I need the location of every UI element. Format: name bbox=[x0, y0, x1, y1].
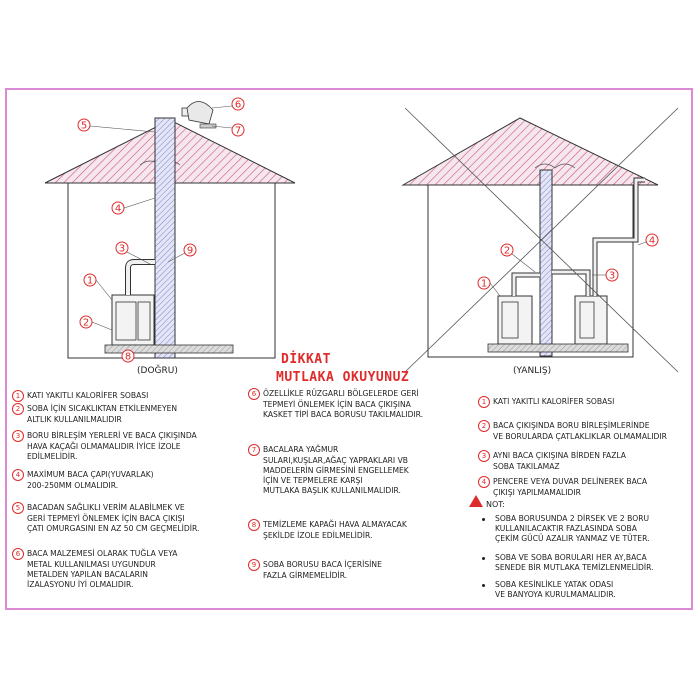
svg-text:2: 2 bbox=[82, 317, 90, 329]
item-text: İZALASYONU İYİ OLMALIDIR. bbox=[27, 580, 134, 589]
note-bullet bbox=[482, 580, 694, 600]
title-line1: DİKKAT bbox=[281, 352, 331, 367]
item-text: BACADAN SAĞLIKLI VERİM ALABİLMEK VE bbox=[27, 503, 185, 512]
right-stove-1 bbox=[498, 296, 532, 344]
item-text: EDİLMELİDİR. bbox=[27, 452, 78, 461]
item-text: VE BORULARDA ÇATLAKLIKLAR OLMAMALIDIR bbox=[493, 432, 667, 441]
note-label: NOT: bbox=[486, 500, 505, 509]
right-roof bbox=[403, 118, 658, 185]
item-number: 2 bbox=[478, 420, 490, 432]
chimney-cap bbox=[182, 101, 216, 128]
note-text: KULLANILACAKTIR FAZLASINDA SOBA bbox=[495, 524, 637, 533]
note-text: SOBA KESİNLİKLE YATAK ODASI bbox=[495, 580, 614, 589]
caption-wrong: (YANLIŞ) bbox=[513, 366, 552, 376]
instruction-item bbox=[12, 469, 252, 491]
svg-text:4: 4 bbox=[648, 235, 656, 247]
instruction-item bbox=[248, 444, 468, 496]
svg-text:1: 1 bbox=[480, 278, 488, 290]
svg-text:8: 8 bbox=[124, 351, 132, 363]
left-stove bbox=[112, 295, 154, 345]
instruction-item bbox=[248, 519, 468, 541]
item-text: METAL KULLANILMASI UYGUNDUR bbox=[27, 560, 156, 569]
item-number: 2 bbox=[12, 403, 24, 415]
instruction-item bbox=[248, 388, 468, 420]
item-text: 200-250MM OLMALIDIR. bbox=[27, 481, 119, 490]
item-text: SOBA İÇİN SICAKLIKTAN ETKİLENMEYEN bbox=[27, 404, 178, 413]
svg-text:7: 7 bbox=[234, 125, 242, 137]
item-number: 5 bbox=[12, 502, 24, 514]
svg-text:4: 4 bbox=[114, 203, 122, 215]
item-text: SOBA TAKILAMAZ bbox=[493, 462, 560, 471]
item-text: BORU BİRLEŞİM YERLERİ VE BACA ÇIKIŞINDA bbox=[27, 431, 197, 440]
note-bullet bbox=[482, 553, 694, 573]
item-text: ÇIKIŞI YAPILMAMALIDIR bbox=[493, 488, 581, 497]
svg-text:9: 9 bbox=[186, 245, 194, 257]
right-chimney bbox=[540, 170, 552, 356]
item-text: ÇATI OMURGASINI EN AZ 50 CM GEÇMELİDİR. bbox=[27, 524, 200, 533]
item-text: METALDEN YAPILAN BACALARIN bbox=[27, 570, 148, 579]
item-text: İÇİN VE TEPMELERE KARŞI bbox=[263, 476, 363, 485]
title-line2: MUTLAKA OKUYUNUZ bbox=[276, 370, 410, 385]
item-number: 6 bbox=[248, 388, 260, 400]
instruction-item bbox=[478, 476, 694, 498]
item-text: SULARI,KUŞLAR,AĞAÇ YAPRAKLARI VB bbox=[263, 456, 408, 465]
item-text: PENCERE VEYA DUVAR DELİNEREK BACA bbox=[493, 477, 648, 486]
item-text: SOBA BORUSU BACA İÇERİSİNE bbox=[263, 560, 382, 569]
left-chimney bbox=[155, 118, 175, 358]
item-number: 8 bbox=[248, 519, 260, 531]
item-text: AYNI BACA ÇIKIŞINA BİRDEN FAZLA bbox=[493, 451, 627, 460]
item-text: KASKET TİPİ BACA BORUSU TAKILMALIDIR. bbox=[263, 410, 424, 419]
item-number: 6 bbox=[12, 548, 24, 560]
item-number: 9 bbox=[248, 559, 260, 571]
svg-text:6: 6 bbox=[234, 99, 242, 111]
instruction-item bbox=[12, 548, 252, 590]
item-text: KATI YAKITLI KALORİFER SOBASI bbox=[27, 391, 149, 400]
item-text: GERİ TEPMEYİ ÖNLEMEK İÇİN BACA ÇIKIŞI bbox=[27, 514, 185, 523]
svg-text:1: 1 bbox=[86, 275, 94, 287]
bullet-icon bbox=[482, 584, 485, 587]
right-floor-base bbox=[488, 344, 628, 352]
instruction-item bbox=[478, 396, 694, 408]
item-number: 4 bbox=[478, 476, 490, 488]
item-text: KATI YAKITLI KALORİFER SOBASI bbox=[493, 397, 615, 406]
svg-text:3: 3 bbox=[118, 243, 126, 255]
instruction-item bbox=[248, 559, 468, 581]
item-text: MADDELERİN GİRMESİNİ ENGELLEMEK bbox=[263, 466, 409, 475]
item-text: ŞEKİLDE İZOLE EDİLMELİDİR. bbox=[263, 531, 373, 540]
note-text: SOBA BORUSUNDA 2 DİRSEK VE 2 BORU bbox=[495, 514, 650, 523]
item-number: 1 bbox=[12, 390, 24, 402]
note-text: ÇEKİM GÜCÜ AZALIR YANMAZ VE TÜTER. bbox=[495, 534, 650, 543]
svg-text:3: 3 bbox=[608, 270, 616, 282]
bullet-icon bbox=[482, 518, 485, 521]
svg-text:5: 5 bbox=[80, 120, 88, 132]
item-text: MUTLAKA BAŞLIK KULLANILMALIDIR. bbox=[263, 486, 401, 495]
instruction-item bbox=[12, 390, 252, 402]
caption-correct: (DOĞRU) bbox=[137, 366, 178, 376]
item-text: BACA MALZEMESİ OLARAK TUĞLA VEYA bbox=[27, 549, 178, 558]
item-number: 4 bbox=[12, 469, 24, 481]
item-text: TEPMEYİ ÖNLEMEK İÇİN BACA ÇIKIŞINA bbox=[263, 400, 411, 409]
note-text: VE BANYOYA KURULMAMALIDIR. bbox=[495, 590, 616, 599]
item-number: 3 bbox=[478, 450, 490, 462]
note-bullet bbox=[482, 514, 694, 544]
item-text: MAXİMUM BACA ÇAPI(YUVARLAK) bbox=[27, 470, 154, 479]
right-house bbox=[403, 108, 678, 372]
instruction-item bbox=[12, 502, 252, 534]
right-callouts bbox=[478, 234, 658, 296]
instruction-item bbox=[478, 450, 694, 472]
item-text: ÖZELLİKLE RÜZGARLI BÖLGELERDE GERİ bbox=[263, 389, 419, 398]
item-number: 1 bbox=[478, 396, 490, 408]
item-text: ALTLIK KULLANILMALIDIR bbox=[27, 415, 122, 424]
item-number: 3 bbox=[12, 430, 24, 442]
item-text: FAZLA GİRMEMELİDİR. bbox=[263, 571, 348, 580]
item-text: HAVA KAÇAĞI OLMAMALIDIR İYİCE İZOLE bbox=[27, 442, 181, 451]
note-text: SOBA VE SOBA BORULARI HER AY,BACA bbox=[495, 553, 647, 562]
svg-text:2: 2 bbox=[503, 245, 511, 257]
item-text: BACA ÇIKIŞINDA BORU BİRLEŞİMLERİNDE bbox=[493, 421, 650, 430]
instruction-item bbox=[12, 403, 252, 425]
item-text: TEMİZLEME KAPAĞI HAVA ALMAYACAK bbox=[263, 520, 407, 529]
instruction-item bbox=[478, 420, 694, 442]
item-text: BACALARA YAĞMUR bbox=[263, 445, 339, 454]
bullet-icon bbox=[482, 557, 485, 560]
instruction-item bbox=[12, 430, 252, 462]
note-text: SENEDE BİR MUTLAKA TEMİZLENMELİDİR. bbox=[495, 563, 654, 572]
item-number: 7 bbox=[248, 444, 260, 456]
